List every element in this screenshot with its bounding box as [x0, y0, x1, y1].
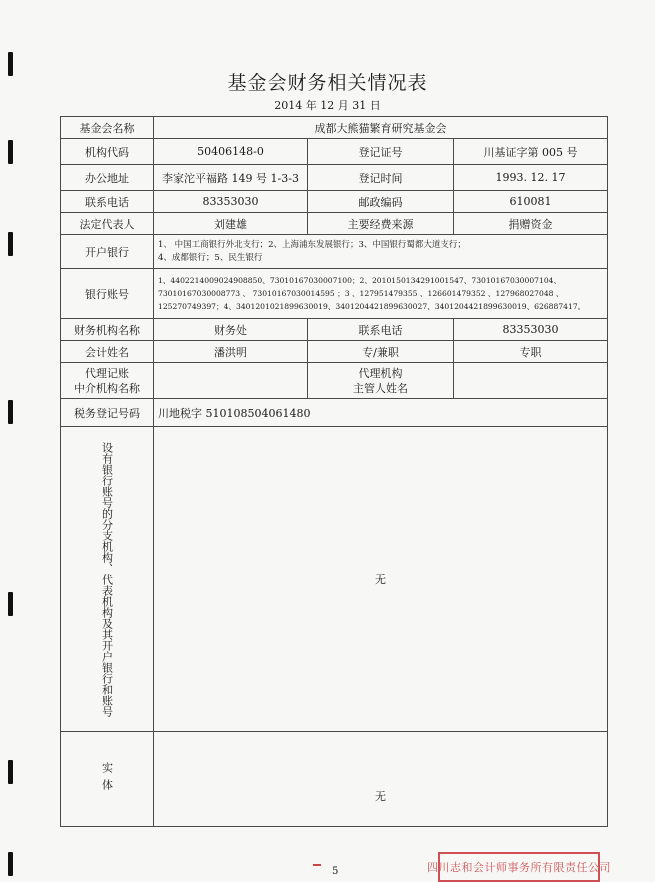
label-org-code: 机构代码 [61, 139, 154, 165]
label-foundation-name: 基金会名称 [61, 117, 154, 139]
label-fin-dept: 财务机构名称 [61, 319, 154, 341]
value-entity: 无 [154, 732, 608, 827]
label-agent [61, 363, 154, 399]
label-funding-source: 主要经费来源 [308, 213, 454, 235]
label-agent-line: 代理记账 [85, 366, 129, 380]
row-agent [61, 363, 608, 399]
value-accountant: 潘洪明 [154, 341, 308, 363]
label-registration-date: 登记时间 [308, 165, 454, 191]
label-branches [61, 427, 154, 732]
account-line: 125270749397；4、3401201021899630019、3401204421899630027、3401204421899630019、626887417。 [158, 302, 586, 311]
value-employment-type: 专职 [454, 341, 608, 363]
report-date: 2014 年 12 月 31 日 [274, 99, 381, 112]
row-fin-dept [61, 319, 608, 341]
value-legal-rep: 刘建雄 [154, 213, 308, 235]
row-bank [61, 235, 608, 269]
row-entity [61, 732, 608, 827]
value-address: 李家沱平福路 149 号 1-3-3 [154, 165, 308, 191]
label-agent-line: 中介机构名称 [74, 381, 140, 395]
row-legal-rep [61, 213, 608, 235]
row-foundation-name [61, 117, 608, 139]
value-registration-no: 川基证字第 005 号 [454, 139, 608, 165]
label-entity-text: 实体 [100, 762, 114, 796]
bank-line: 4、成都银行；5、民生银行 [158, 252, 263, 263]
value-fin-dept: 财务处 [154, 319, 308, 341]
row-tax [61, 399, 608, 427]
label-registration-no: 登记证号 [308, 139, 454, 165]
label-branches-text: 设有银行账号的分支机构、代表机构及其开户银行和账号 [100, 441, 114, 717]
label-agent-supervisor-line: 主管人姓名 [353, 381, 408, 395]
row-accountant [61, 341, 608, 363]
label-entity [61, 732, 154, 827]
account-line: 73010167030008773 、 73010167030014595 ；3 、127951479355 、126601479352 、127968027048 、 [158, 289, 564, 298]
label-agent-supervisor-line: 代理机构 [358, 366, 403, 380]
decorative-dash [313, 864, 321, 866]
label-agent-supervisor [308, 363, 454, 399]
row-org-code [61, 139, 608, 165]
binding-mark [8, 232, 13, 256]
row-branches [61, 427, 608, 732]
label-accounts: 银行账号 [61, 269, 154, 319]
value-registration-date: 1993. 12. 17 [454, 165, 608, 191]
page-number: 5 [332, 866, 339, 877]
label-fin-phone: 联系电话 [308, 319, 454, 341]
label-employment-type: 专/兼职 [308, 341, 454, 363]
binding-mark [8, 760, 13, 784]
row-accounts [61, 269, 608, 319]
label-postcode: 邮政编码 [308, 191, 454, 213]
value-foundation-name: 成都大熊猫繁育研究基金会 [154, 117, 608, 139]
value-agent [154, 363, 308, 399]
value-agent-supervisor [454, 363, 608, 399]
label-bank: 开户银行 [61, 235, 154, 269]
binding-mark [8, 140, 13, 164]
value-org-code: 50406148-0 [154, 139, 308, 165]
value-postcode: 610081 [454, 191, 608, 213]
value-tax: 川地税字 510108504061480 [154, 399, 608, 427]
bank-line: 1、 中国工商银行外北支行；2、上海浦东发展银行；3、中国银行蜀都大道支行； [158, 239, 466, 250]
binding-mark [8, 592, 13, 616]
row-address [61, 165, 608, 191]
binding-mark [8, 400, 13, 424]
company-stamp: 四川志和会计师事务所有限责任公司 [438, 852, 600, 882]
label-accountant: 会计姓名 [61, 341, 154, 363]
label-phone: 联系电话 [61, 191, 154, 213]
value-funding-source: 捐赠资金 [454, 213, 608, 235]
label-legal-rep: 法定代表人 [61, 213, 154, 235]
account-line: 1、4402214009024908850、73010167030007100；2、2010150134291001547、73010167030007104、 [158, 276, 562, 285]
label-address: 办公地址 [61, 165, 154, 191]
label-tax: 税务登记号码 [61, 399, 154, 427]
value-bank [154, 235, 608, 269]
value-phone: 83353030 [154, 191, 308, 213]
binding-mark [8, 852, 13, 876]
value-branches: 无 [154, 427, 608, 732]
value-accounts [154, 269, 608, 319]
row-phone [61, 191, 608, 213]
finance-info-table [60, 116, 608, 827]
value-fin-phone: 83353030 [454, 319, 608, 341]
page-title: 基金会财务相关情况表 [227, 72, 428, 94]
